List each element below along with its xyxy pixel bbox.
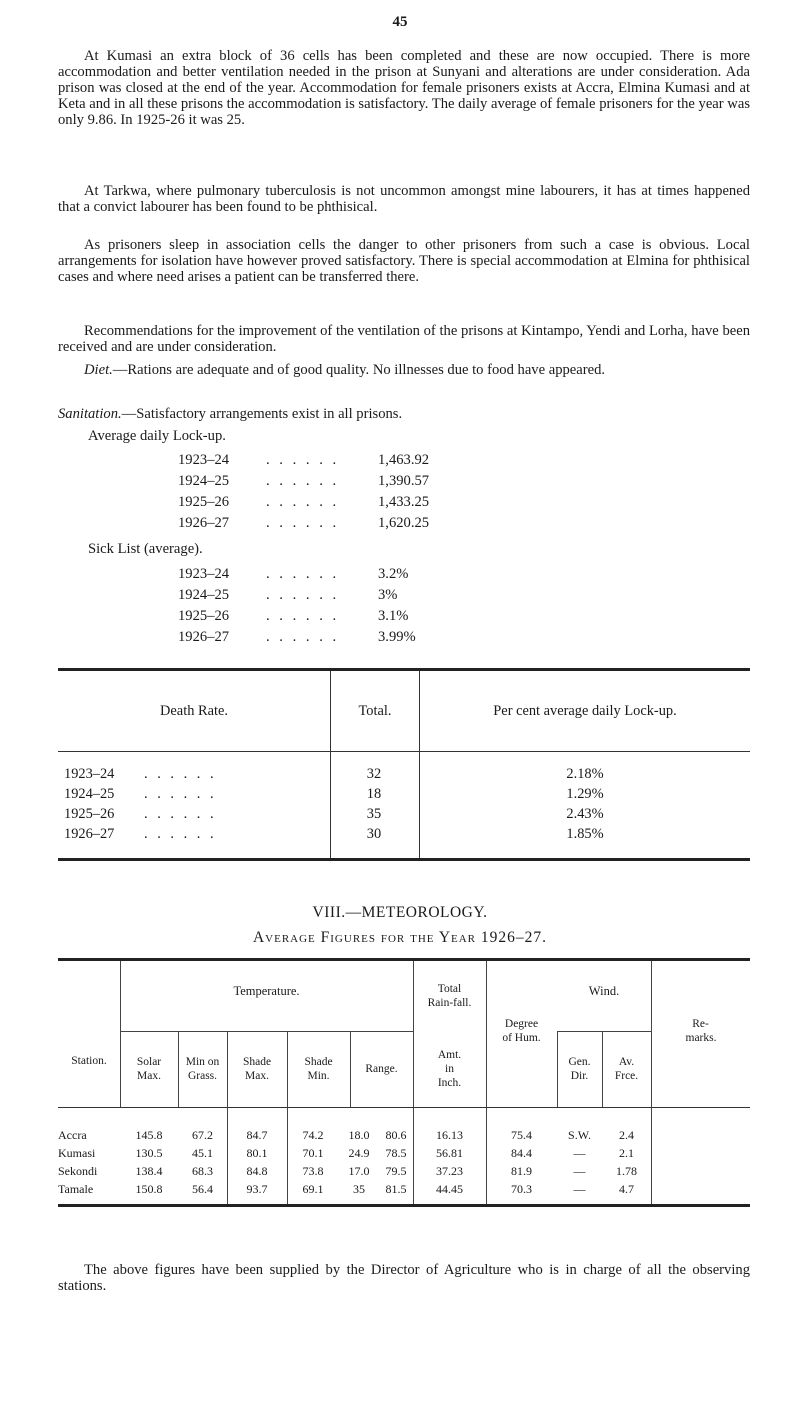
paragraph-tarkwa: At Tarkwa, where pulmonary tuberculosis is not uncommon amongst mine labourers, it has at times happened that a convict labourer has been found to be phthisical. bbox=[58, 183, 750, 215]
paragraph-diet bbox=[58, 362, 750, 378]
station: Kumasi bbox=[58, 1146, 96, 1160]
value: 1,390.57 bbox=[378, 473, 430, 489]
sick-list bbox=[178, 566, 478, 650]
wind-force: 1.78 bbox=[616, 1164, 637, 1178]
header-total: Total. bbox=[330, 671, 420, 751]
table-header bbox=[58, 961, 750, 1108]
total: 18 bbox=[366, 786, 382, 802]
leader-dots: . . . . . . bbox=[144, 826, 217, 842]
solar-max: 130.5 bbox=[135, 1146, 163, 1160]
header-gen-dir bbox=[557, 1031, 602, 1107]
header-solar-max bbox=[120, 1031, 178, 1107]
percent: 1.85% bbox=[566, 826, 604, 842]
value: 1,620.25 bbox=[378, 515, 430, 531]
rainfall: 37.23 bbox=[436, 1164, 463, 1178]
table-header bbox=[58, 671, 750, 752]
list-item bbox=[178, 473, 478, 494]
diet-text: —Rations are adequate and of good quality. No illnesses due to food have appeared. bbox=[112, 362, 606, 378]
shade-max: 93.7 bbox=[246, 1182, 268, 1196]
table-row bbox=[58, 1146, 750, 1164]
header-station: Station. bbox=[71, 1055, 107, 1067]
min-on-grass: 45.1 bbox=[192, 1146, 213, 1160]
year: 1926–27 bbox=[178, 629, 230, 645]
leader-dots: . . . . . . bbox=[266, 629, 340, 645]
year: 1925–26 bbox=[178, 494, 230, 510]
year: 1923–24 bbox=[178, 566, 230, 582]
lockup-list bbox=[178, 452, 478, 536]
wind-dir: — bbox=[573, 1182, 586, 1196]
header-wind: Wind. bbox=[588, 984, 620, 998]
shade-max: 84.7 bbox=[246, 1128, 268, 1142]
death-rate-table bbox=[58, 668, 750, 861]
header-total-rainfall bbox=[413, 961, 486, 1031]
range: 17.0 bbox=[348, 1164, 370, 1178]
value: 3.99% bbox=[378, 629, 416, 645]
paragraph-sanitation bbox=[58, 406, 750, 422]
year: 1924–25 bbox=[178, 473, 230, 489]
table-row bbox=[58, 1182, 750, 1200]
page-number: 45 bbox=[392, 14, 408, 30]
shade-max: 84.8 bbox=[246, 1164, 268, 1178]
leader-dots: . . . . . . bbox=[144, 786, 217, 802]
wind-force: 2.4 bbox=[619, 1128, 634, 1142]
list-item bbox=[178, 452, 478, 473]
header-min-on-grass bbox=[178, 1031, 227, 1107]
range: 18.0 bbox=[348, 1128, 370, 1142]
shade-min: 74.2 bbox=[302, 1128, 324, 1142]
total: 30 bbox=[366, 826, 382, 842]
header-av-frce-text: Av. Frce. bbox=[614, 1056, 639, 1082]
year: 1926–27 bbox=[178, 515, 230, 531]
leader-dots: . . . . . . bbox=[144, 766, 217, 782]
section-heading: VIII.—METEOROLOGY. bbox=[312, 904, 488, 921]
year: 1926–27 bbox=[64, 826, 115, 842]
rainfall: 56.81 bbox=[436, 1146, 463, 1160]
leader-dots: . . . . . . bbox=[266, 608, 340, 624]
humidity: 84.4 bbox=[511, 1146, 532, 1160]
leader-dots: . . . . . . bbox=[266, 494, 340, 510]
percent: 2.43% bbox=[566, 806, 604, 822]
paragraph-ventilation: Recommendations for the improvement of the ventilation of the prisons at Kintampo, Yendi and Lorha, have been received and are under consideration. bbox=[58, 323, 750, 355]
list-item bbox=[178, 608, 478, 629]
leader-dots: . . . . . . bbox=[266, 452, 340, 468]
year: 1923–24 bbox=[178, 452, 230, 468]
table-row bbox=[58, 766, 750, 786]
min-on-grass: 68.3 bbox=[192, 1164, 213, 1178]
section-subheading: Average Figures for the Year 1926–27. bbox=[252, 929, 548, 946]
table-row bbox=[58, 806, 750, 826]
min-on-grass: 67.2 bbox=[192, 1128, 213, 1142]
footer-note: The above figures have been supplied by the Director of Agriculture who is in charge of all the observing stations. bbox=[58, 1262, 750, 1294]
header-shade-min bbox=[287, 1031, 350, 1107]
year: 1923–24 bbox=[64, 766, 115, 782]
header-gen-dir-text: Gen. Dir. bbox=[568, 1056, 591, 1082]
shade-max: 80.1 bbox=[246, 1146, 268, 1160]
humidity: 75.4 bbox=[511, 1128, 532, 1142]
station: Accra bbox=[58, 1128, 87, 1142]
table-body bbox=[58, 1108, 750, 1207]
leader-dots: . . . . . . bbox=[266, 587, 340, 603]
header-per-cent-text: Per cent average daily Lock-up. bbox=[493, 702, 677, 719]
mean: 80.6 bbox=[385, 1128, 407, 1142]
value: 1,463.92 bbox=[378, 452, 430, 468]
header-per-cent bbox=[420, 671, 750, 751]
leader-dots: . . . . . . bbox=[266, 566, 340, 582]
total: 32 bbox=[366, 766, 382, 782]
meteorology-table bbox=[58, 958, 750, 1207]
solar-max: 150.8 bbox=[135, 1182, 163, 1196]
shade-min: 69.1 bbox=[302, 1182, 324, 1196]
header-amt-in-inch-text: Amt. in Inch. bbox=[437, 1049, 462, 1089]
leader-dots: . . . . . . bbox=[266, 515, 340, 531]
header-shade-max-text: Shade Max. bbox=[242, 1056, 272, 1082]
value: 3.2% bbox=[378, 566, 409, 582]
leader-dots: . . . . . . bbox=[266, 473, 340, 489]
header-amt-in-inch bbox=[413, 1031, 486, 1107]
header-death-rate: Death Rate. bbox=[160, 702, 228, 719]
list-item bbox=[178, 494, 478, 515]
wind-force: 4.7 bbox=[619, 1182, 634, 1196]
header-min-on-grass-text: Min on Grass. bbox=[185, 1056, 220, 1082]
percent: 1.29% bbox=[566, 786, 604, 802]
table-row bbox=[58, 786, 750, 806]
header-total-rainfall-text: Total Rain-fall. bbox=[427, 983, 472, 1009]
paragraph-kumasi-cells: At Kumasi an extra block of 36 cells has been completed and these are now occupied. There is more accommodation and better ventilation needed in the prison at Sunyani and alterations are under consideration. Ada prison was closed at the end of the year. Accommodation for female prisoners exists at Accra, Elmina Kumasi and at Keta and in all these prisons the accommodation is satisfactory. The daily average of female prisoners for the year was only 9.86. In 1925-26 it was 25. bbox=[58, 48, 750, 128]
humidity: 81.9 bbox=[511, 1164, 532, 1178]
min-on-grass: 56.4 bbox=[192, 1182, 213, 1196]
lockup-label: Average daily Lock-up. bbox=[88, 428, 226, 444]
list-item bbox=[178, 515, 478, 536]
list-item bbox=[178, 629, 478, 650]
wind-dir: S.W. bbox=[568, 1128, 591, 1142]
header-range: Range. bbox=[365, 1063, 398, 1075]
year: 1925–26 bbox=[64, 806, 115, 822]
year: 1925–26 bbox=[178, 608, 230, 624]
header-temperature: Temperature. bbox=[233, 984, 300, 998]
header-shade-max bbox=[227, 1031, 287, 1107]
wind-force: 2.1 bbox=[619, 1146, 634, 1160]
rainfall: 16.13 bbox=[436, 1128, 463, 1142]
value: 1,433.25 bbox=[378, 494, 430, 510]
total: 35 bbox=[366, 806, 382, 822]
station: Tamale bbox=[58, 1182, 94, 1196]
header-shade-min-text: Shade Min. bbox=[304, 1056, 333, 1082]
sanitation-lead: Sanitation. bbox=[58, 406, 122, 422]
mean: 81.5 bbox=[385, 1182, 407, 1196]
mean: 78.5 bbox=[385, 1146, 407, 1160]
header-degree-of-hum-text: Degree of Hum. bbox=[502, 1018, 541, 1044]
value: 3% bbox=[378, 587, 398, 603]
shade-min: 70.1 bbox=[302, 1146, 324, 1160]
solar-max: 138.4 bbox=[135, 1164, 163, 1178]
year: 1924–25 bbox=[178, 587, 230, 603]
header-solar-max-text: Solar Max. bbox=[136, 1056, 162, 1082]
solar-max: 145.8 bbox=[135, 1128, 163, 1142]
leader-dots: . . . . . . bbox=[144, 806, 217, 822]
diet-lead: Diet. bbox=[84, 362, 113, 378]
table-row bbox=[58, 1164, 750, 1182]
value: 3.1% bbox=[378, 608, 409, 624]
header-remarks bbox=[651, 981, 750, 1081]
header-av-frce bbox=[602, 1031, 651, 1107]
humidity: 70.3 bbox=[511, 1182, 532, 1196]
shade-min: 73.8 bbox=[302, 1164, 324, 1178]
list-item bbox=[178, 566, 478, 587]
wind-dir: — bbox=[573, 1146, 586, 1160]
rainfall: 44.45 bbox=[436, 1182, 463, 1196]
range: 35 bbox=[353, 1182, 365, 1196]
year: 1924–25 bbox=[64, 786, 115, 802]
paragraph-association-cells: As prisoners sleep in association cells the danger to other prisoners from such a case is obvious. Local arrangements for isolation have however proved satisfactory. There is special accommodation at Elmina for phthisical cases and where need arises a patient can be transferred there. bbox=[58, 237, 750, 285]
range: 24.9 bbox=[348, 1146, 370, 1160]
header-remarks-text: Re-marks. bbox=[685, 1018, 717, 1044]
percent: 2.18% bbox=[566, 766, 604, 782]
table-row bbox=[58, 826, 750, 846]
table-row bbox=[58, 1128, 750, 1146]
station: Sekondi bbox=[58, 1164, 98, 1178]
header-degree-of-hum bbox=[486, 981, 557, 1081]
mean: 79.5 bbox=[385, 1164, 407, 1178]
sick-list-label: Sick List (average). bbox=[88, 541, 203, 557]
list-item bbox=[178, 587, 478, 608]
table-body bbox=[58, 752, 750, 861]
wind-dir: — bbox=[573, 1164, 586, 1178]
sanitation-text: —Satisfactory arrangements exist in all prisons. bbox=[121, 406, 403, 422]
